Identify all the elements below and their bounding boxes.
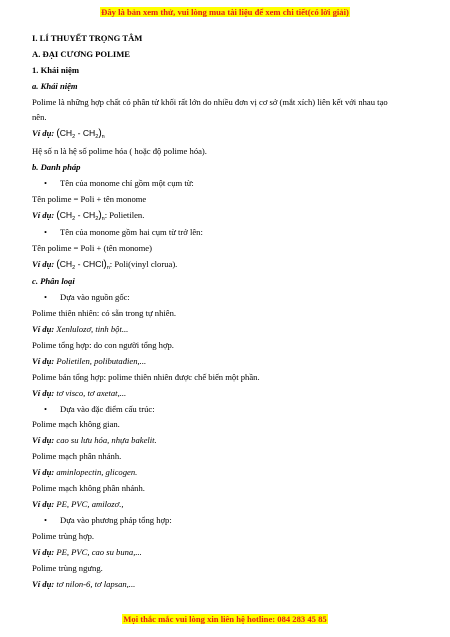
subsection-title: 1. Khái niệm xyxy=(32,65,80,75)
item-c-title: c. Phân loại xyxy=(32,276,75,286)
synthetic-example: Ví dụ: Polietilen, polibutađien,... xyxy=(32,356,147,366)
bullet-b1: • Tên của monome chỉ gồm một cụm từ: xyxy=(44,178,194,188)
semi-synthetic-example: Ví dụ: tơ visco, tơ axetat,... xyxy=(32,388,127,398)
item-a-title: a. Khái niệm xyxy=(32,81,78,91)
network-example: Ví dụ: cao su lưu hóa, nhựa bakelit. xyxy=(32,435,157,445)
definition-line-1: Polime là những hợp chất có phân tử khối rất lớn do nhiều đơn vị cơ sở (mắt xích) liên kết với nhau tạo xyxy=(32,97,388,107)
example-label: Ví dụ: xyxy=(32,128,55,138)
natural-example: Ví dụ: Xenlulozơ, tinh bột... xyxy=(32,324,129,334)
addition-example: Ví dụ: PE, PVC, cao su buna,... xyxy=(32,547,142,557)
example-formula-2: Ví dụ: $(CH_2 - CH_2)_n$: Polietilen. xyxy=(32,210,145,222)
addition-polymer: Polime trùng hợp. xyxy=(32,531,95,541)
formula-3: ($CH_2$ - $CHCl)_n$ xyxy=(56,259,110,271)
example-formula-1 xyxy=(32,128,105,143)
formula-1: $(CH_2 - CH_2)_n$ xyxy=(56,128,105,140)
unbranched-example: Ví dụ: PE, PVC, amilozơ., xyxy=(32,499,124,509)
bullet-b2: • Tên của monome gồm hai cụm từ trở lên: xyxy=(44,227,203,237)
network-polymer: Polime mạch không gian. xyxy=(32,419,120,429)
section-title: I. LÍ THUYẾT TRỌNG TÂM xyxy=(32,33,143,43)
bullet-c3: • Dựa vào phương pháp tổng hợp: xyxy=(44,515,172,525)
header-notice: Đây là bản xem thử, vui lòng mua tài liệu để xem chi tiết(có lời giải) xyxy=(101,7,349,17)
item-b-title: b. Danh pháp xyxy=(32,162,81,172)
formula-2: $(CH_2 - CH_2)_n$ xyxy=(56,210,105,222)
part-title: A. ĐẠI CƯƠNG POLIME xyxy=(32,49,131,59)
natural-polymer: Polime thiên nhiên: có sẵn trong tự nhiên. xyxy=(32,308,177,318)
unbranched-polymer: Polime mạch không phân nhánh. xyxy=(32,483,145,493)
definition-line-2: nên. xyxy=(32,112,47,122)
footer-notice: Mọi thắc mắc vui lòng xin liên hệ hotline: 084 283 45 85 xyxy=(123,614,327,624)
example-formula-3: Ví dụ: ($CH_2$ - $CHCl)_n$: Poli(vinyl clorua). xyxy=(32,259,178,271)
semi-synthetic-polymer: Polime bán tổng hợp: polime thiên nhiên được chế biến một phần. xyxy=(32,372,260,382)
branched-example: Ví dụ: aminlopectin, glicogen. xyxy=(32,467,138,477)
condensation-polymer: Polime trùng ngưng. xyxy=(32,563,103,573)
condensation-example: Ví dụ: tơ nilon-6, tơ lapsan,... xyxy=(32,579,136,589)
branched-polymer: Polime mạch phân nhánh. xyxy=(32,451,122,461)
naming-rule-1: Tên polime = Poli + tên monome xyxy=(32,194,147,204)
naming-rule-2: Tên polime = Poli + (tên monome) xyxy=(32,243,152,253)
degree-note: Hệ số n là hệ số polime hóa ( hoặc độ polime hóa). xyxy=(32,146,207,156)
bullet-c2: • Dựa vào đặc điểm cấu trúc: xyxy=(44,404,155,414)
synthetic-polymer: Polime tổng hợp: do con người tổng hợp. xyxy=(32,340,174,350)
bullet-c1: • Dựa vào nguồn gốc: xyxy=(44,292,130,302)
